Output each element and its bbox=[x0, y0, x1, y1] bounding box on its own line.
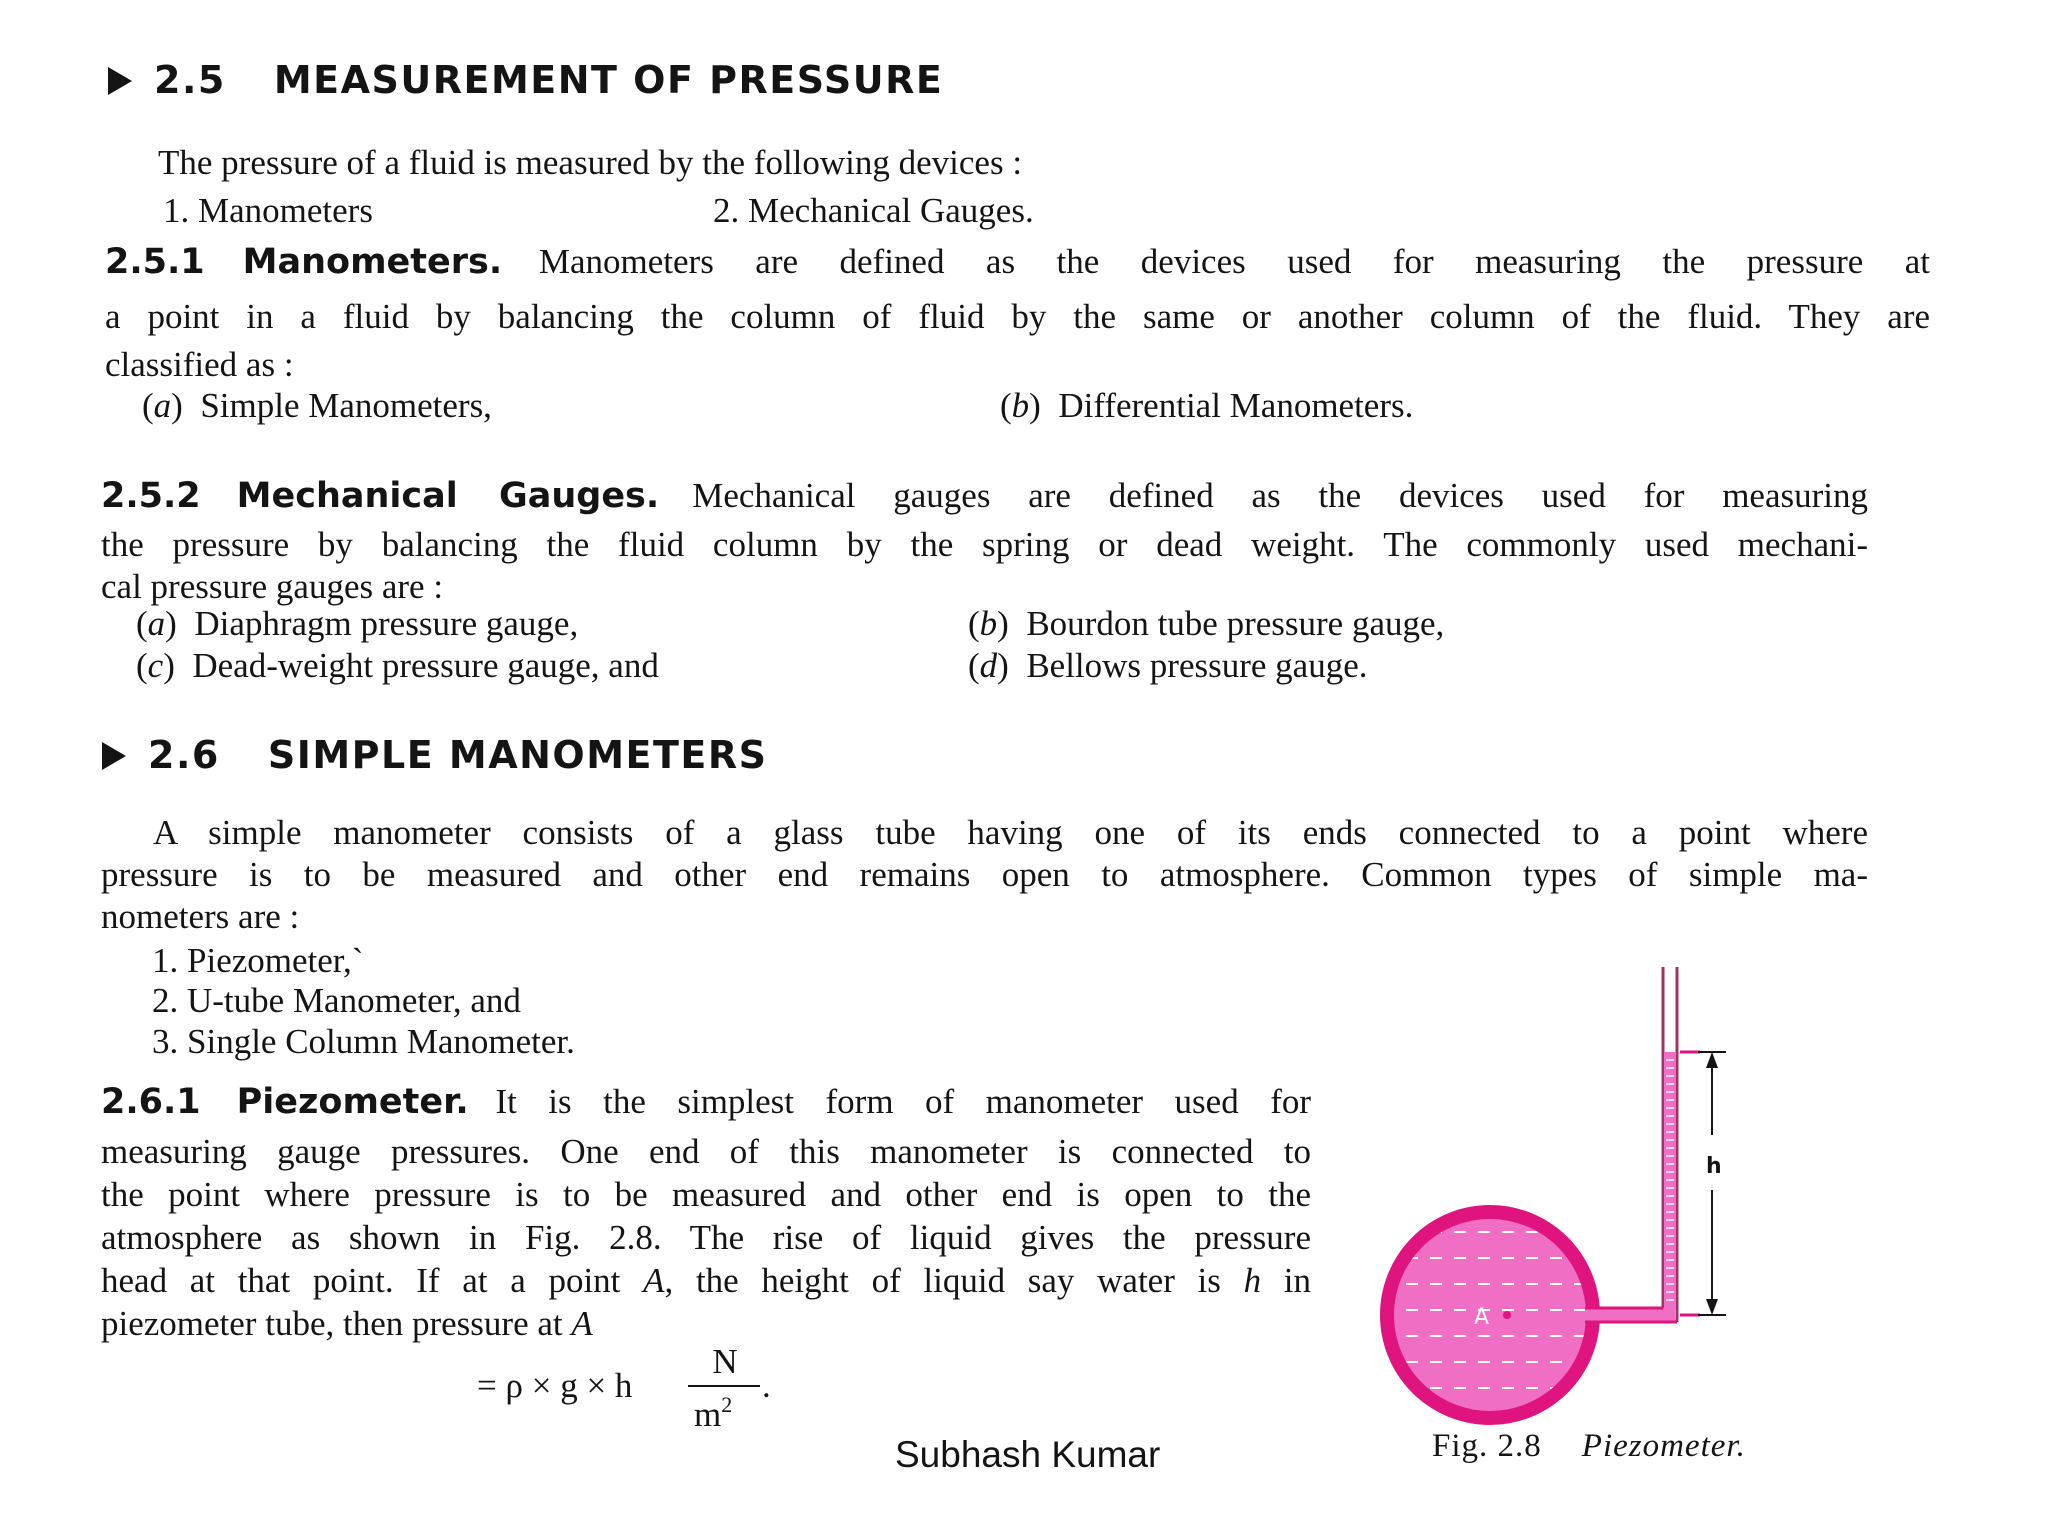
paragraph-2-5-2: 2.5.2 Mechanical Gauges. Mechanical gauges are defined as the devices used for measuring the pressure by balancing the fluid column by the spring or dead weight. The commonly used mechani- cal pressure gauges are : bbox=[101, 476, 1869, 606]
section-heading-2-6: 2.6 SIMPLE MANOMETERS bbox=[102, 733, 768, 777]
manometer-list-item-1: 1. Piezometer,` bbox=[152, 941, 364, 980]
manometer-list-item-3: 3. Single Column Manometer. bbox=[152, 1022, 575, 1061]
paragraph-2-6: A simple manometer consists of a glass tube having one of its ends connected to a point where pressure is to be measured and other end remains open to atmosphere. Common types of simple ma- nometers are : bbox=[101, 813, 1868, 936]
gauge-item-c: (c) Dead-weight pressure gauge, and bbox=[136, 646, 659, 685]
gauge-item-d: (d) Bellows pressure gauge. bbox=[968, 646, 1368, 685]
device-item-2: 2. Mechanical Gauges. bbox=[713, 191, 1034, 230]
gauge-item-a: (a) Diaphragm pressure gauge, bbox=[136, 604, 579, 643]
point-a-marker bbox=[1503, 1311, 1511, 1319]
point-a-label: A bbox=[1474, 1305, 1490, 1330]
device-item-1: 1. Manometers bbox=[163, 191, 373, 230]
manometer-list-item-2: 2. U-tube Manometer, and bbox=[152, 981, 521, 1020]
figure-caption: Fig. 2.8 Piezometer. bbox=[1432, 1428, 1746, 1464]
piezometer-figure bbox=[1380, 960, 1820, 1430]
manometer-type-a: (a) Simple Manometers, bbox=[142, 386, 492, 425]
formula-period: . bbox=[762, 1366, 771, 1405]
gauge-item-b: (b) Bourdon tube pressure gauge, bbox=[968, 604, 1445, 643]
triangle-bullet-icon bbox=[102, 742, 126, 770]
arrow-down-icon bbox=[1706, 1299, 1718, 1315]
paragraph-2-5-1: 2.5.1 Manometers. Manometers are defined as the devices used for measuring the pressure at a point in a fluid by balancing the column of fluid by the same or another column of the fluid. They are classified as : bbox=[105, 242, 1930, 384]
pressure-formula-lhs: = ρ × g × h bbox=[477, 1366, 633, 1405]
arrow-up-icon bbox=[1706, 1052, 1718, 1068]
connecting-tube bbox=[1585, 1308, 1675, 1322]
author-footer: Subhash Kumar bbox=[895, 1434, 1161, 1475]
formula-denominator: $m^2$ bbox=[694, 1392, 733, 1434]
intro-text: The pressure of a fluid is measured by the following devices : bbox=[158, 143, 1023, 182]
liquid-hatching bbox=[1394, 1219, 1586, 1411]
section-heading-2-5: 2.5 MEASUREMENT OF PRESSURE bbox=[108, 58, 943, 102]
liquid-column bbox=[1664, 1052, 1676, 1310]
height-label: h bbox=[1706, 1154, 1722, 1179]
paragraph-2-6-1: 2.6.1 Piezometer. It is the simplest form of manometer used for measuring gauge pressures. One end of this manometer is connected to the point where pressure is to be measured and other end is open to the atmosphere as shown in Fig. 2.8. The rise of liquid gives the pressure head at that point. If at a point A, the height of liquid say water is h in piezometer tube, then pressure at A bbox=[101, 1082, 1312, 1343]
fraction-bar bbox=[688, 1385, 760, 1387]
manometer-type-b: (b) Differential Manometers. bbox=[1000, 386, 1414, 425]
formula-numerator: N bbox=[712, 1342, 738, 1381]
triangle-bullet-icon bbox=[108, 67, 132, 95]
